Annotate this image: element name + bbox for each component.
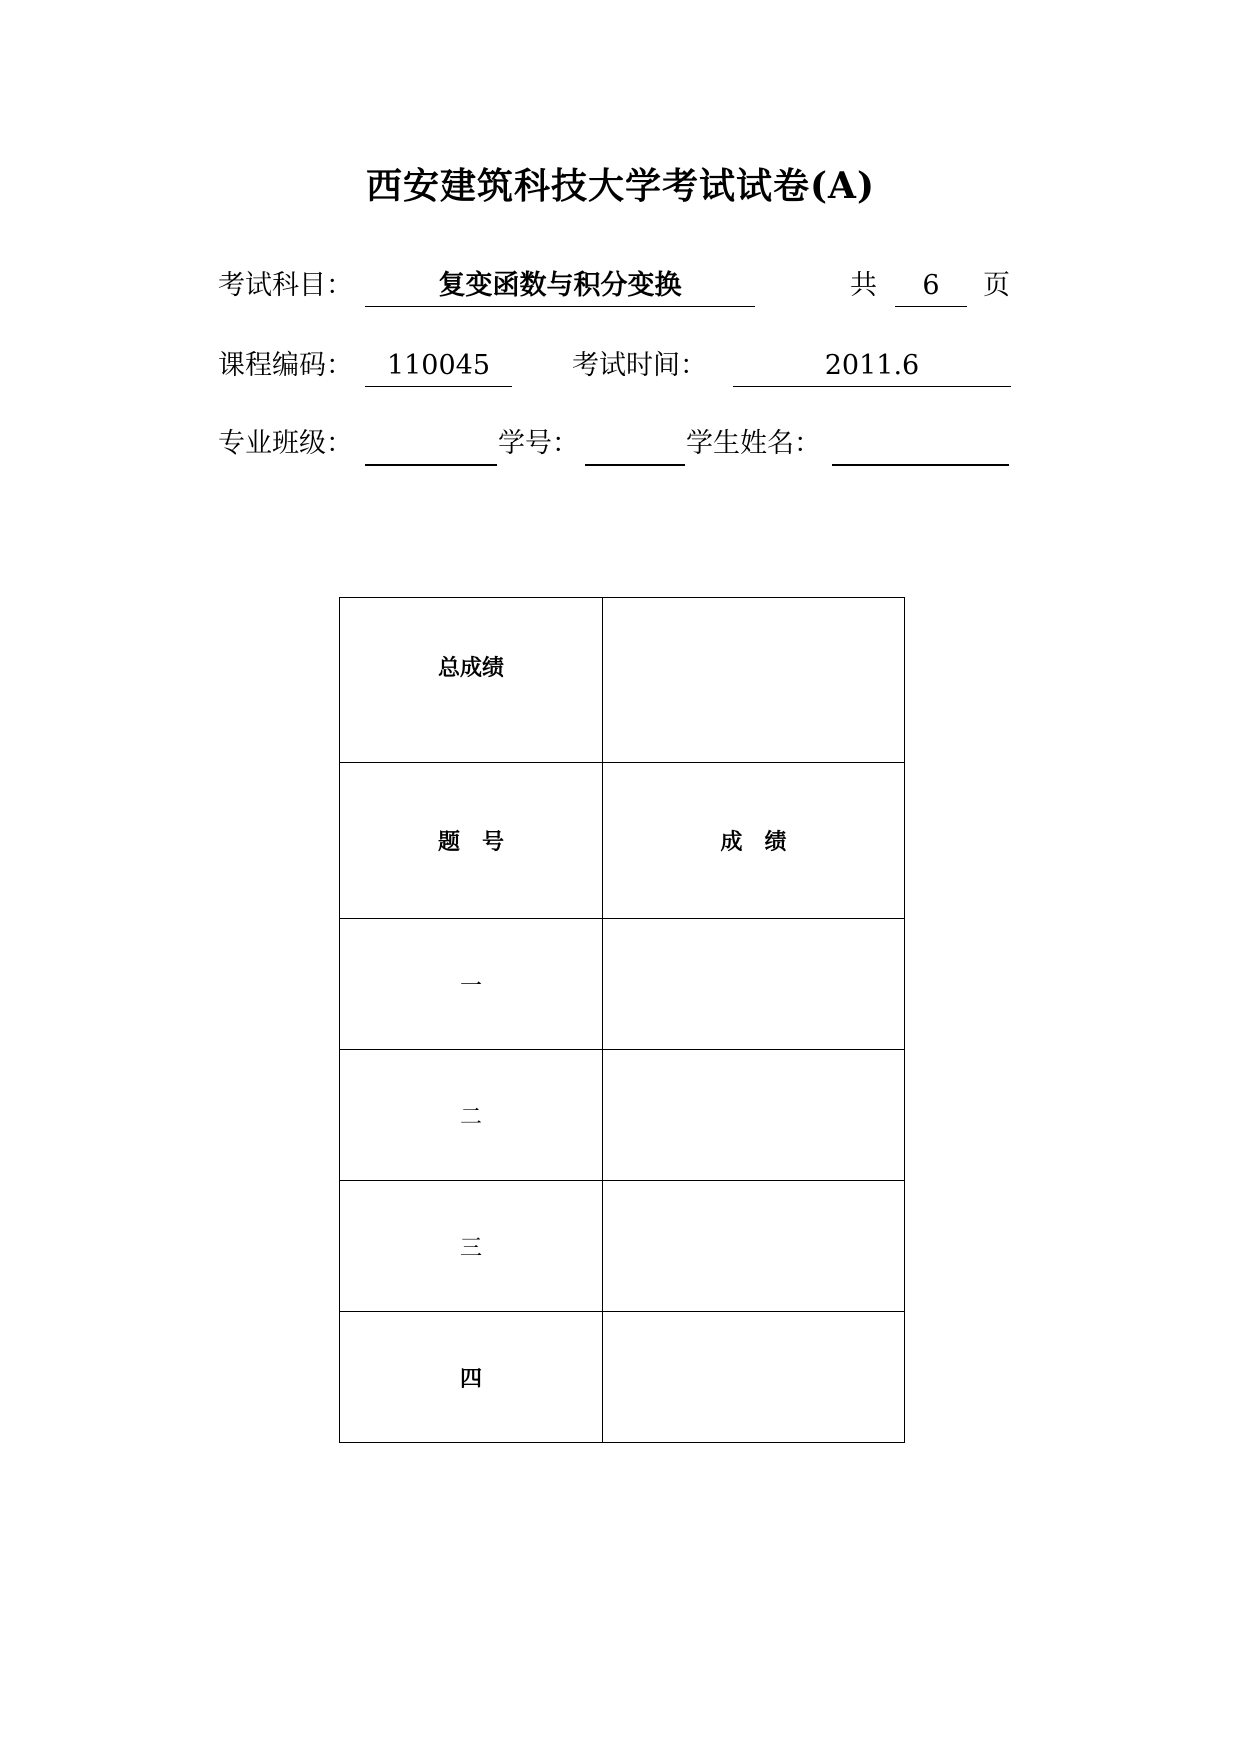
student-id-field[interactable] — [585, 422, 685, 466]
score-header-cell — [603, 763, 905, 919]
student-info-row — [0, 422, 1241, 466]
total-score-label: 总成绩 — [438, 656, 505, 681]
student-name-field[interactable] — [832, 422, 1009, 466]
score-cell[interactable] — [603, 1050, 905, 1181]
question-cell — [340, 1050, 603, 1181]
score-cell[interactable] — [603, 919, 905, 1050]
subject-row — [0, 264, 1241, 308]
question-cell — [340, 919, 603, 1050]
score-header: 成 绩 — [720, 830, 787, 855]
table-row — [340, 1181, 905, 1312]
pages-prefix: 共 — [850, 270, 877, 301]
exam-time-label: 考试时间： — [572, 350, 707, 381]
course-code-row — [0, 344, 1241, 388]
class-label: 专业班级： — [218, 428, 353, 459]
question-cell — [340, 1181, 603, 1312]
table-row — [340, 919, 905, 1050]
question-number: 一 — [460, 973, 483, 999]
exam-time-field[interactable]: 2011.6 — [733, 344, 1011, 387]
course-code-label: 课程编码： — [218, 350, 353, 381]
question-number: 二 — [460, 1104, 483, 1130]
student-name-label: 学生姓名： — [686, 428, 821, 459]
question-number-header-cell — [340, 763, 603, 919]
subject-field[interactable]: 复变函数与积分变换 — [365, 264, 755, 307]
student-id-label: 学号： — [498, 428, 579, 459]
course-code-field[interactable]: 110045 — [365, 344, 512, 387]
table-header-row — [340, 763, 905, 919]
question-number-header: 题 号 — [438, 830, 505, 855]
exam-title: 西安建筑科技大学考试试卷(A) — [366, 165, 875, 207]
score-cell[interactable] — [603, 1312, 905, 1443]
question-number: 四 — [460, 1366, 483, 1392]
pages-suffix: 页 — [983, 270, 1010, 301]
total-score-row — [340, 598, 905, 763]
total-score-value-cell[interactable] — [603, 598, 905, 763]
question-number: 三 — [460, 1235, 483, 1261]
total-score-value — [603, 598, 904, 651]
score-table — [339, 597, 905, 1443]
pages-field[interactable]: 6 — [895, 264, 967, 307]
total-score-label-cell — [340, 598, 603, 763]
table-row — [340, 1312, 905, 1443]
question-cell — [340, 1312, 603, 1443]
table-row — [340, 1050, 905, 1181]
score-cell[interactable] — [603, 1181, 905, 1312]
class-field[interactable] — [365, 422, 497, 466]
subject-label: 考试科目： — [218, 270, 353, 301]
